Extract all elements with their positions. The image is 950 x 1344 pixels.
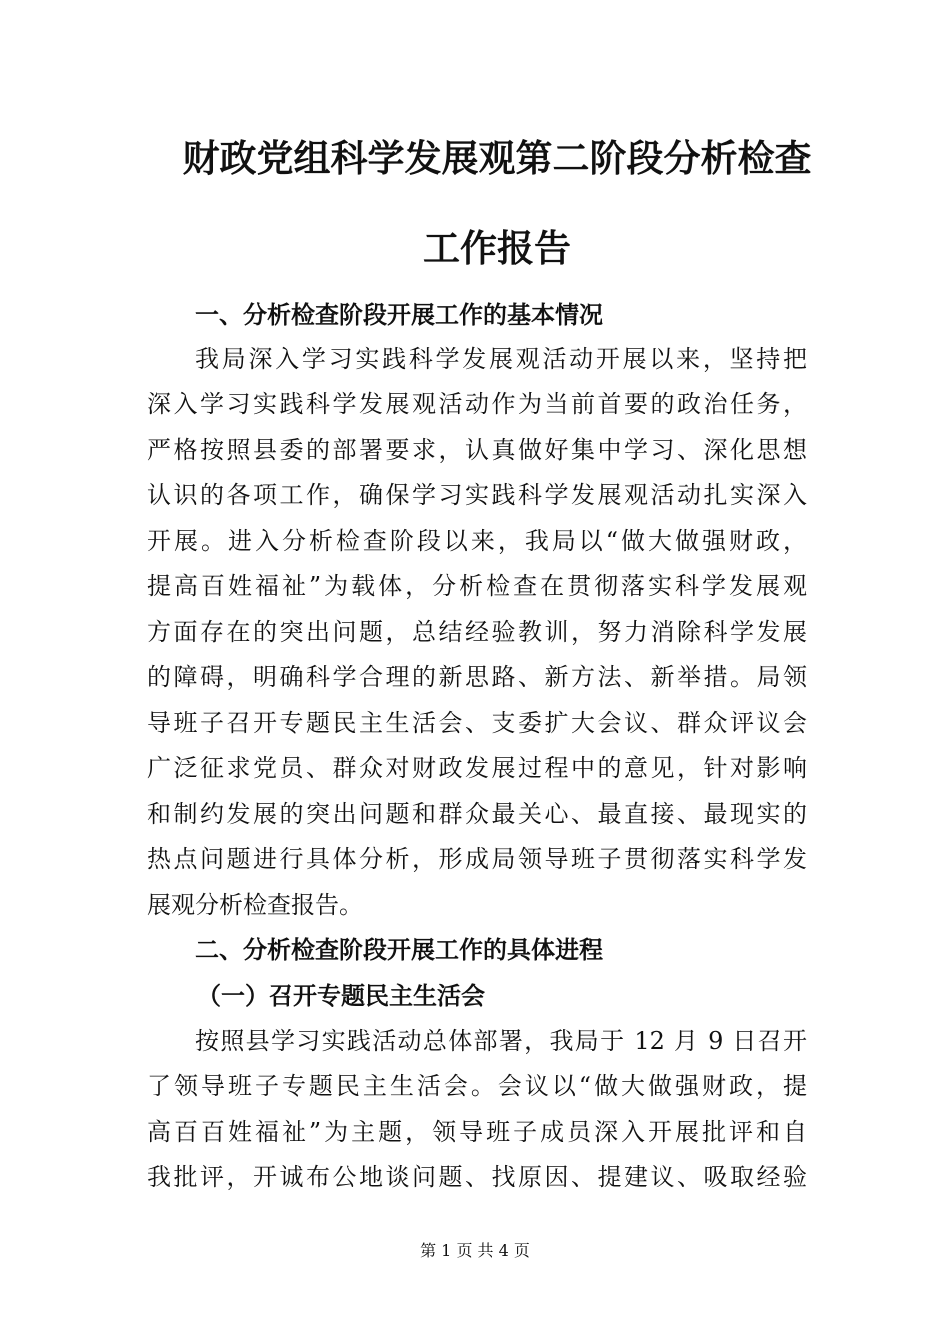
page-footer: 第 1 页 共 4 页 — [420, 1241, 530, 1260]
paragraph-line: 认识的各项工作，确保学习实践科学发展观活动扎实深入 — [147, 481, 807, 509]
paragraph-line: 展观分析检查报告。 — [147, 891, 363, 919]
paragraph-line: 按照县学习实践活动总体部署，我局于 12 月 9 日召开 — [195, 1027, 807, 1055]
paragraph-line: 严格按照县委的部署要求，认真做好集中学习、深化思想 — [147, 436, 807, 464]
paragraph-line: 导班子召开专题民主生活会、支委扩大会议、群众评议会 — [147, 709, 807, 737]
paragraph-line: 深入学习实践科学发展观活动作为当前首要的政治任务， — [147, 390, 807, 418]
paragraph-line: 广泛征求党员、群众对财政发展过程中的意见，针对影响 — [147, 754, 807, 782]
paragraph-line: 方面存在的突出问题，总结经验教训，努力消除科学发展 — [147, 618, 807, 646]
paragraph-line: 我局深入学习实践科学发展观活动开展以来，坚持把 — [195, 345, 807, 373]
paragraph-line: 高百百姓福祉”为主题，领导班子成员深入开展批评和自 — [147, 1118, 807, 1146]
paragraph-line: 提高百姓福祉”为载体，分析检查在贯彻落实科学发展观 — [147, 572, 807, 600]
section2-heading: 二、分析检查阶段开展工作的具体进程 — [195, 936, 603, 964]
paragraph-line: 了领导班子专题民主生活会。会议以“做大做强财政，提 — [147, 1072, 807, 1100]
paragraph-line: 的障碍，明确科学合理的新思路、新方法、新举措。局领 — [147, 663, 807, 691]
subsection1-heading: （一）召开专题民主生活会 — [197, 982, 485, 1010]
paragraph-line: 开展。进入分析检查阶段以来，我局以“做大做强财政， — [147, 527, 807, 555]
document-title-line2: 工作报告 — [423, 226, 571, 270]
section1-heading: 一、分析检查阶段开展工作的基本情况 — [195, 301, 603, 329]
paragraph-line: 和制约发展的突出问题和群众最关心、最直接、最现实的 — [147, 800, 807, 828]
paragraph-line: 我批评，开诚布公地谈问题、找原因、提建议、吸取经验 — [147, 1163, 807, 1191]
document-title-line1: 财政党组科学发展观第二阶段分析检查 — [182, 136, 812, 180]
paragraph-line: 热点问题进行具体分析，形成局领导班子贯彻落实科学发 — [147, 845, 807, 873]
